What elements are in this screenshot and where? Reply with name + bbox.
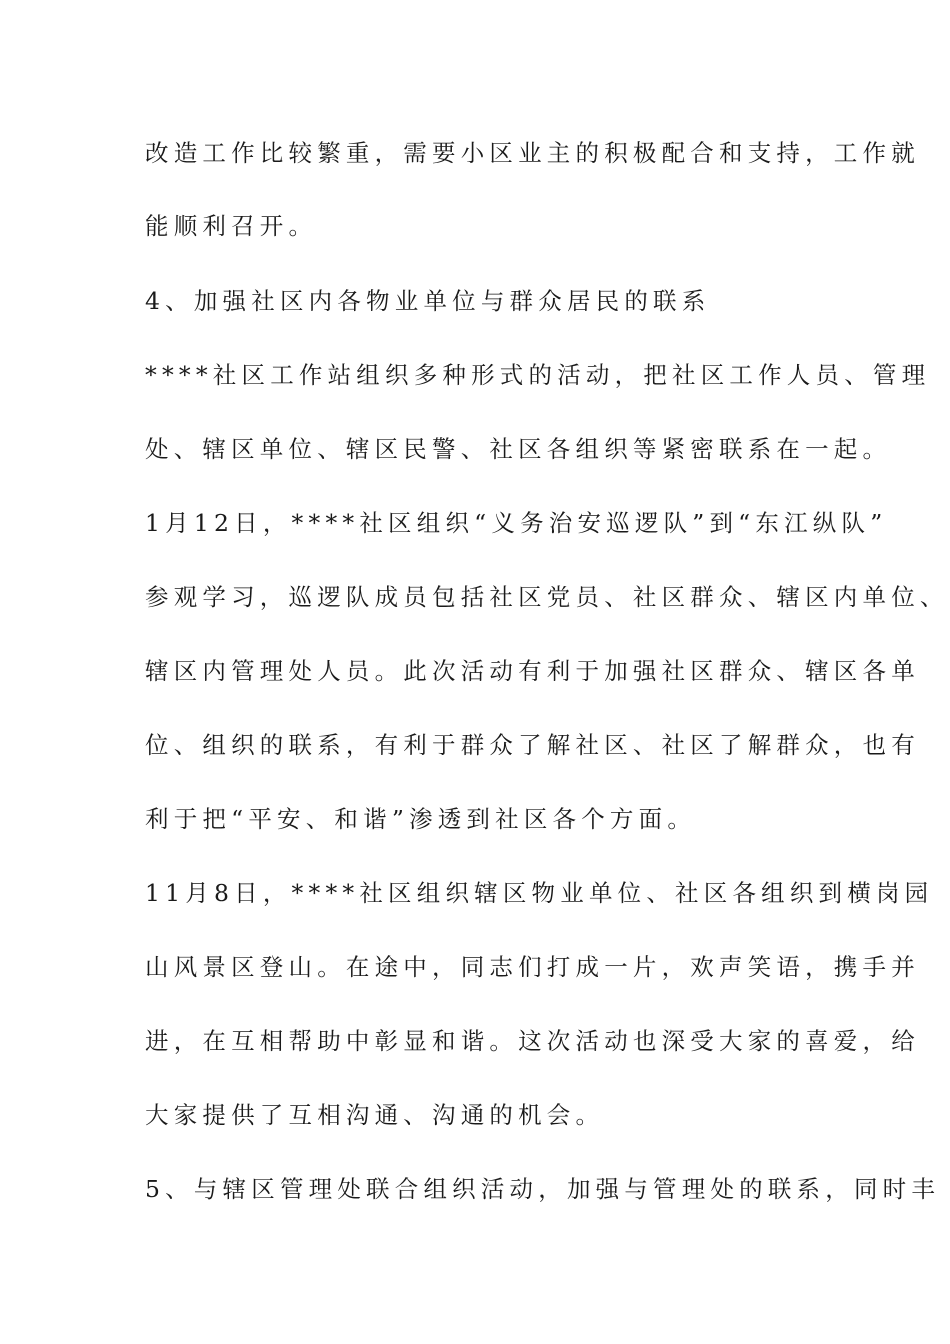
section-heading: 5、与辖区管理处联合组织活动，加强与管理处的联系，同时丰 (145, 1175, 941, 1203)
paragraph-line: 位、组织的联系，有利于群众了解社区、社区了解群众，也有 (145, 731, 920, 759)
paragraph-line: 改造工作比较繁重，需要小区业主的积极配合和支持，工作就 (145, 139, 920, 167)
paragraph-line: 1月12日，****社区组织“义务治安巡逻队”到“东江纵队” (145, 509, 888, 537)
paragraph-line: 山风景区登山。在途中，同志们打成一片，欢声笑语，携手并 (145, 953, 920, 981)
paragraph-line: 利于把“平安、和谐”渗透到社区各个方面。 (145, 805, 697, 833)
paragraph-line: 能顺利召开。 (145, 212, 318, 240)
paragraph-line: 进，在互相帮助中彰显和谐。这次活动也深受大家的喜爱，给 (145, 1027, 920, 1055)
section-heading: 4、加强社区内各物业单位与群众居民的联系 (145, 287, 711, 315)
paragraph-line: 辖区内管理处人员。此次活动有利于加强社区群众、辖区各单 (145, 657, 920, 685)
paragraph-line: ****社区工作站组织多种形式的活动，把社区工作人员、管理 (145, 361, 931, 389)
paragraph-line: 参观学习，巡逻队成员包括社区党员、社区群众、辖区内单位、 (145, 583, 949, 611)
paragraph-line: 大家提供了互相沟通、沟通的机会。 (145, 1101, 605, 1129)
paragraph-line: 处、辖区单位、辖区民警、社区各组织等紧密联系在一起。 (145, 435, 892, 463)
paragraph-line: 11月8日，****社区组织辖区物业单位、社区各组织到横岗园 (145, 879, 934, 907)
